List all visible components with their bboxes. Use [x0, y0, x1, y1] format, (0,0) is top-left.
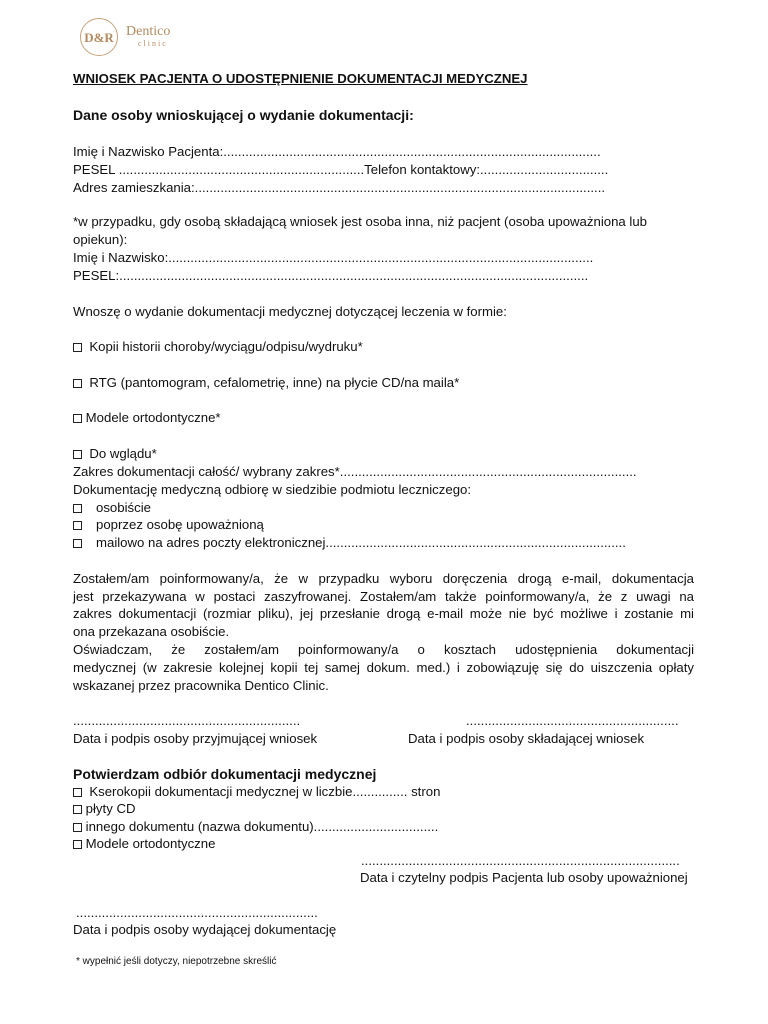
document-title: WNIOSEK PACJENTA O UDOSTĘPNIENIE DOKUMENTACJI MEDYCZNEJ [73, 71, 528, 86]
receipt-cd: płyty CD [73, 801, 136, 816]
signature-requester-line: .......................................................... [466, 713, 679, 728]
signature-requester-label: Data i podpis osoby składającej wniosek [408, 731, 645, 746]
signature-receiver-label: Data i podpis osoby przyjmującej wniosek [73, 731, 318, 746]
address-line: Adres zamieszkania:................................................................................................................ [73, 180, 606, 195]
pickup-intro: Dokumentację medyczną odbiorę w siedzibie podmiotu leczniczego: [73, 482, 472, 497]
logo-circle [80, 18, 118, 56]
checkbox-icon[interactable] [73, 379, 82, 388]
receipt-models: Modele ortodontyczne [73, 836, 215, 851]
checkbox-icon[interactable] [73, 504, 82, 513]
representative-pesel-line: PESEL:................................................................................................................................ [73, 268, 589, 283]
signature-patient-label: Data i czytelny podpis Pacjenta lub osoby upoważnionej [360, 870, 688, 885]
section-requester-heading: Dane osoby wnioskującej o wydanie dokumentacji: [73, 107, 414, 123]
option-inspection: Do wglądu* [73, 446, 157, 461]
checkbox-icon[interactable] [73, 414, 82, 423]
checkbox-icon[interactable] [73, 788, 82, 797]
checkbox-icon[interactable] [73, 840, 82, 849]
logo-monogram: D&R [84, 30, 114, 45]
checkbox-icon[interactable] [73, 343, 82, 352]
info-paragraph-line: ona przekazana osobiście. [73, 624, 230, 639]
scope-line: Zakres dokumentacji całość/ wybrany zakres*................................................................................. [73, 464, 637, 479]
representative-note: *w przypadku, gdy osobą składającą wniosek jest osoba inna, niż pacjent (osoba upoważniona lub [73, 214, 648, 229]
checkbox-icon[interactable] [73, 805, 82, 814]
checkbox-icon[interactable] [73, 521, 82, 530]
checkbox-icon[interactable] [73, 823, 82, 832]
section-receipt-heading: Potwierdzam odbiór dokumentacji medycznej [73, 766, 377, 782]
receipt-copies: Kserokopii dokumentacji medycznej w liczbie............... stron [73, 784, 440, 799]
patient-name-line: Imię i Nazwisko Pacjenta:....................................................................................................... [73, 144, 601, 159]
logo-name: Dentico [126, 24, 171, 39]
info-paragraph-line: Zostałem/am poinformowany/a, że w przypadku wyboru doręczenia drogą e-mail, dokumentacja [73, 571, 694, 586]
declaration-line: Oświadczam, że zostałem/am poinformowany/a o kosztach udostępnienia dokumentacji [73, 642, 694, 657]
info-paragraph-line: zakres dokumentacji (rozmiar pliku), jej przesłanie drogą e-mail może nie być możliwe i zostanie mi [73, 606, 694, 621]
option-copy-history: Kopii historii choroby/wyciągu/odpisu/wydruku* [73, 339, 363, 354]
logo-sub: clinic [138, 39, 168, 48]
pickup-email: mailowo na adres poczty elektronicznej.................................................................................. [73, 535, 626, 550]
pesel-phone-line: PESEL ...................................................................Telefon kontaktowy:................................... [73, 162, 609, 177]
pickup-authorized: poprzez osobę upoważnioną [73, 517, 264, 532]
signature-issuer-line: .................................................................. [76, 905, 318, 920]
signature-issuer-label: Data i podpis osoby wydającej dokumentację [73, 922, 337, 937]
checkbox-icon[interactable] [73, 450, 82, 459]
info-paragraph-line: jest przekazywana w postaci zaszyfrowanej. Zostałem/am także poinformowany/a, że z uwagi na [73, 589, 694, 604]
representative-note-cont: opiekun): [73, 232, 128, 247]
option-models: Modele ortodontyczne* [73, 410, 221, 425]
signature-receiver-line: .............................................................. [73, 713, 301, 728]
signature-patient-line: ....................................................................................... [361, 853, 680, 868]
option-rtg: RTG (pantomogram, cefalometrię, inne) na płycie CD/na maila* [73, 375, 459, 390]
request-form-intro: Wnoszę o wydanie dokumentacji medycznej dotyczącej leczenia w formie: [73, 304, 507, 319]
receipt-other: innego dokumentu (nazwa dokumentu).................................. [73, 819, 438, 834]
declaration-line: medycznej (w zakresie kolejnej kopii tej samej dokum. med.) i zobowiązuję się do uiszczenia opłaty [73, 660, 694, 675]
checkbox-icon[interactable] [73, 539, 82, 548]
declaration-line: wskazanej przez pracownika Dentico Clinic. [73, 678, 329, 693]
representative-name-line: Imię i Nazwisko:.................................................................................................................... [73, 250, 594, 265]
pickup-in-person: osobiście [73, 500, 151, 515]
footnote: * wypełnić jeśli dotyczy, niepotrzebne skreślić [76, 956, 277, 967]
